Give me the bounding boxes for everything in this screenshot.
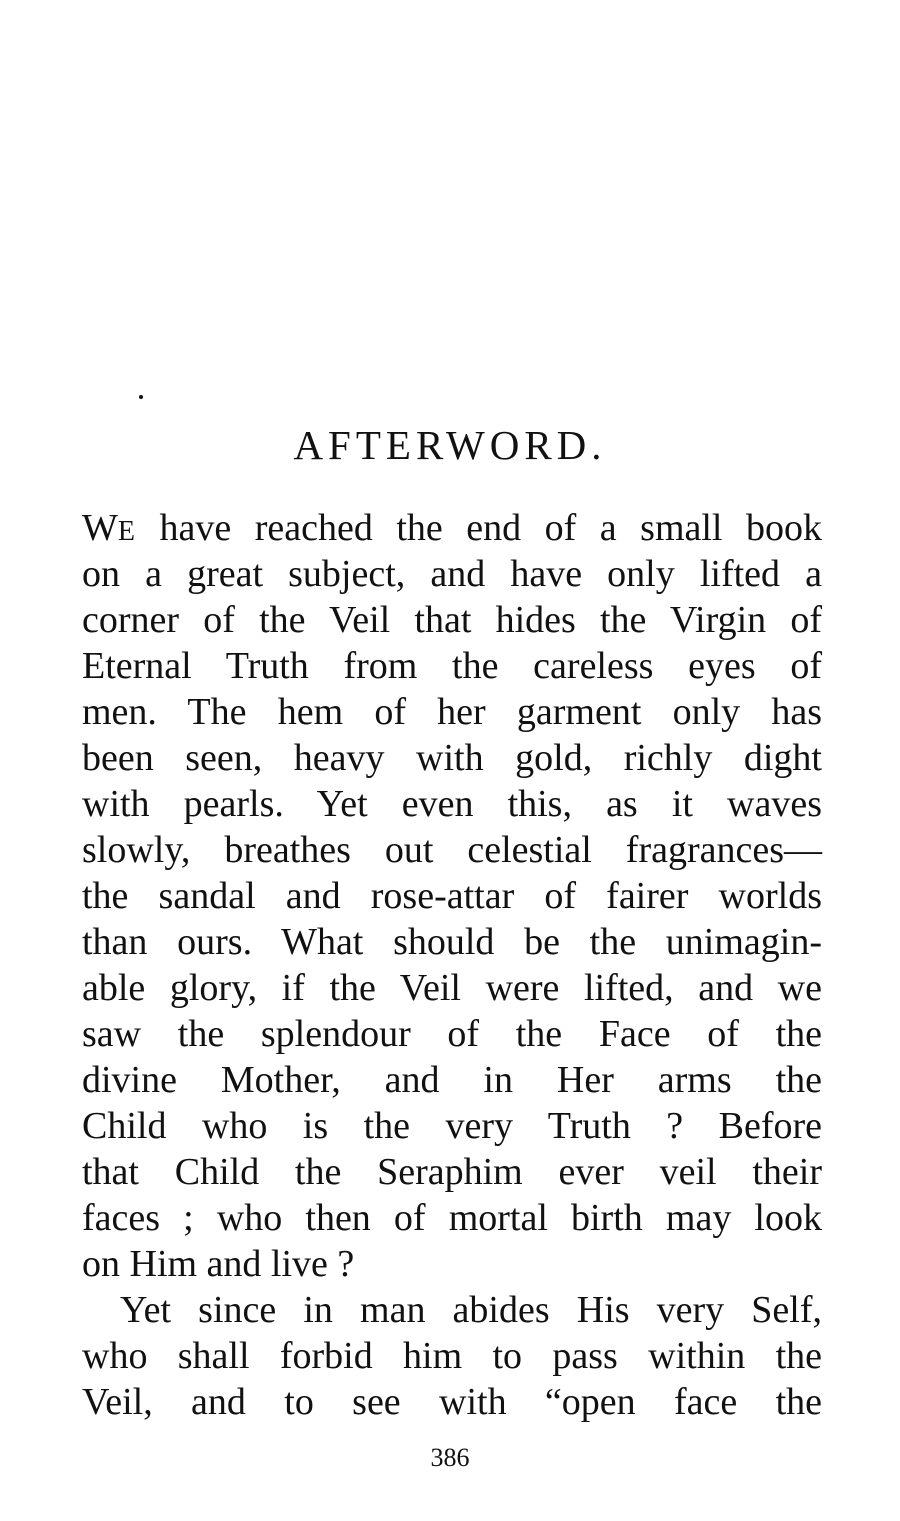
- text-line: that Child the Seraphim ever veil their: [82, 1151, 822, 1193]
- lead-capital: W: [82, 507, 118, 549]
- ink-speck: [139, 395, 143, 399]
- text-line: [82, 505, 822, 551]
- line-text: have reached the end of a small book: [135, 507, 822, 549]
- body-text: [82, 505, 822, 1425]
- text-line: with pearls. Yet even this, as it waves: [82, 783, 822, 825]
- text-line: divine Mother, and in Her arms the: [82, 1059, 822, 1101]
- text-line: Veil, and to see with “open face the: [82, 1381, 822, 1423]
- page-number: 386: [430, 1443, 470, 1472]
- text-line: the sandal and rose-attar of fairer worlds: [82, 875, 822, 917]
- text-line: than ours. What should be the unimagin-: [82, 921, 822, 963]
- text-line: slowly, breathes out celestial fragrances—: [82, 829, 822, 871]
- text-line: Yet since in man abides His very Self,: [120, 1289, 822, 1331]
- text-line: Child who is the very Truth ? Before: [82, 1105, 822, 1147]
- text-line: saw the splendour of the Face of the: [82, 1013, 822, 1055]
- text-line: on a great subject, and have only lifted a: [82, 553, 822, 595]
- text-line: who shall forbid him to pass within the: [82, 1335, 822, 1377]
- text-line: on Him and live ?: [82, 1243, 355, 1285]
- text-line: men. The hem of her garment only has: [82, 691, 822, 733]
- text-line: been seen, heavy with gold, richly dight: [82, 737, 822, 779]
- lead-small-capital: E: [117, 516, 136, 547]
- text-line: faces ; who then of mortal birth may look: [82, 1197, 822, 1239]
- text-line: able glory, if the Veil were lifted, and we: [82, 967, 822, 1009]
- text-line: corner of the Veil that hides the Virgin of: [82, 599, 822, 641]
- chapter-title: AFTERWORD.: [293, 422, 607, 468]
- text-line: Eternal Truth from the careless eyes of: [82, 645, 822, 687]
